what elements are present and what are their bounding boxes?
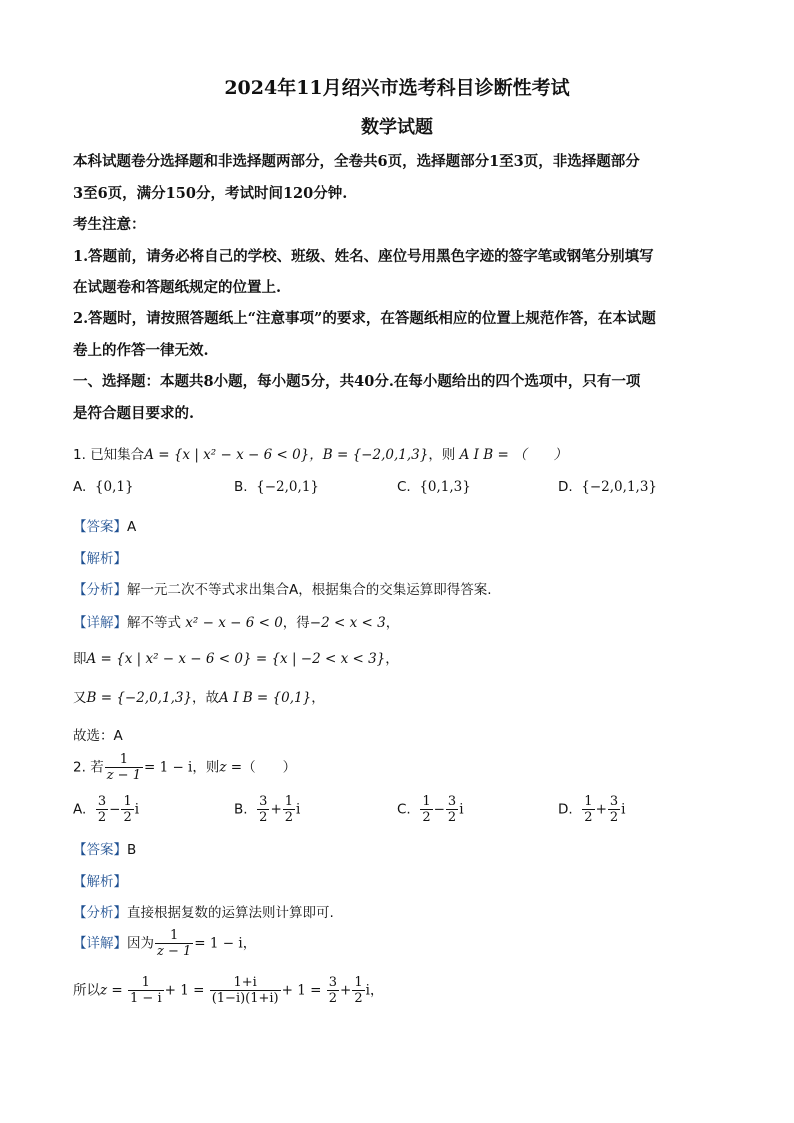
stem-ask: z = xyxy=(219,759,243,776)
intro-line-1: 本科试题卷分选择题和非选择题两部分，全卷共6页，选择题部分1至3页，非选择题部分 xyxy=(73,153,640,170)
option-label: A. xyxy=(73,479,87,495)
numerator: 3 xyxy=(259,794,268,809)
option-text: {0,1} xyxy=(94,479,134,495)
option-text: {−2,0,1,3} xyxy=(581,479,658,495)
numerator: 1 xyxy=(284,794,294,809)
q2-option-d xyxy=(558,794,625,825)
operator: + 1 = xyxy=(164,982,205,999)
denominator: 2 xyxy=(97,810,107,825)
detail-math: −2 < x < 3 xyxy=(309,615,386,631)
set-a: A = {x | x² − x − 6 < 0} xyxy=(144,447,310,463)
exam-title: 2024年11月绍兴市选考科目诊断性考试 xyxy=(224,77,570,99)
option-label: C. xyxy=(397,801,411,818)
option-text: {0,1,3} xyxy=(419,479,471,495)
fraction xyxy=(96,794,108,825)
detail-text: 又 xyxy=(73,690,87,706)
notice-1-line-1: 1.答题前，请务必将自己的学校、班级、姓名、座位号用黑色字迹的签字笔或钢笔分别填写 xyxy=(73,248,654,265)
q1-detail-3 xyxy=(73,686,325,706)
fraction xyxy=(155,928,193,959)
numerator: 3 xyxy=(328,975,338,990)
fraction xyxy=(420,794,432,825)
question-number: 2. xyxy=(73,759,86,776)
fraction xyxy=(121,794,133,825)
detail-text: ， xyxy=(385,651,399,667)
detail-tag: 【详解】 xyxy=(73,615,127,631)
q1-fenxi xyxy=(73,578,492,598)
section-1-line-1: 一、选择题：本题共8小题，每小题5分，共40分.在每小题给出的四个选项中，只有一项 xyxy=(73,373,641,390)
numerator: 1 xyxy=(155,928,193,944)
analysis-tag: 【解析】 xyxy=(73,551,127,567)
detail-text: 即 xyxy=(73,651,87,667)
denominator: 2 xyxy=(259,810,268,825)
fraction xyxy=(105,752,143,783)
fenxi-tag: 【分析】 xyxy=(73,905,127,921)
numerator: 1+i xyxy=(210,975,281,991)
fraction xyxy=(446,794,458,825)
stem-prefix: 已知集合 xyxy=(90,447,145,463)
fraction xyxy=(608,794,620,825)
q1-analysis xyxy=(73,547,127,567)
q1-option-b xyxy=(234,479,319,495)
detail-math: z = xyxy=(100,982,123,999)
option-label: B. xyxy=(234,479,248,495)
q2-detail-2 xyxy=(73,975,383,1006)
denominator: z − 1 xyxy=(106,768,141,783)
denominator: z − 1 xyxy=(157,944,192,959)
numerator: 1 xyxy=(584,794,593,809)
fraction xyxy=(327,975,339,1006)
detail-math: A = {x | x² − x − 6 < 0} = {x | −2 < x < 3} xyxy=(86,651,386,667)
stem-mid: ，则 xyxy=(192,759,220,776)
denominator: 1 − i xyxy=(130,991,162,1006)
q2-option-b xyxy=(234,794,300,825)
detail-text: 因为 xyxy=(127,935,154,952)
question-1-stem xyxy=(73,443,567,463)
q2-fenxi xyxy=(73,901,334,921)
option-text: {−2,0,1} xyxy=(256,479,319,495)
denominator: 2 xyxy=(447,810,457,825)
option-label: C. xyxy=(397,479,411,495)
operator: + xyxy=(340,982,352,999)
analysis-tag: 【解析】 xyxy=(73,874,127,890)
detail-math: = 1 − i xyxy=(194,935,243,952)
stem-prefix: 若 xyxy=(90,759,104,776)
denominator: 2 xyxy=(354,991,363,1006)
answer-value: A xyxy=(127,519,137,535)
fenxi-tag: 【分析】 xyxy=(73,582,127,598)
detail-text: ，故 xyxy=(192,690,220,706)
notice-1-line-2: 在试题卷和答题纸规定的位置上. xyxy=(73,279,282,296)
stem-suffix: ，则 xyxy=(428,447,456,463)
q2-option-c xyxy=(397,794,464,825)
operator: − xyxy=(109,801,121,818)
numerator: 1 xyxy=(128,975,164,991)
fraction xyxy=(210,975,281,1006)
operator: + 1 = xyxy=(281,982,322,999)
option-label: D. xyxy=(558,479,573,495)
detail-text: 所以 xyxy=(73,982,100,999)
answer-value: B xyxy=(127,842,137,858)
q1-option-a xyxy=(73,479,134,495)
detail-math: A I B = {0,1} xyxy=(219,690,312,706)
detail-tag: 【详解】 xyxy=(73,935,127,952)
answer-tag: 【答案】 xyxy=(73,519,127,535)
detail-text: ， xyxy=(311,690,325,706)
q2-answer xyxy=(73,838,136,858)
denominator: 2 xyxy=(123,810,132,825)
stem-eq: = 1 − i xyxy=(143,759,193,776)
section-1-line-2: 是符合题目要求的. xyxy=(73,405,195,422)
numerator: 3 xyxy=(447,794,457,809)
detail-text: ， xyxy=(385,615,400,631)
detail-text: ， xyxy=(242,935,257,952)
numerator: 1 xyxy=(422,794,431,809)
q2-analysis xyxy=(73,870,127,890)
exam-subtitle: 数学试题 xyxy=(361,117,433,138)
numerator: 3 xyxy=(97,794,107,809)
set-b: ，B = {−2,0,1,3} xyxy=(309,447,429,463)
numerator: 3 xyxy=(609,794,619,809)
fraction xyxy=(128,975,164,1006)
operator: − xyxy=(433,801,445,818)
operator: + xyxy=(270,801,282,818)
notice-2-line-1: 2.答题时，请按照答题纸上“注意事项”的要求，在答题纸相应的位置上规范作答，在本试题 xyxy=(73,310,656,327)
detail-math: B = {−2,0,1,3} xyxy=(86,690,193,706)
denominator: 2 xyxy=(584,810,593,825)
denominator: (1−i)(1+i) xyxy=(211,991,279,1006)
q1-option-c xyxy=(397,479,471,495)
notice-2-line-2: 卷上的作答一律无效. xyxy=(73,342,209,359)
imaginary-unit: i xyxy=(134,801,140,818)
option-label: D. xyxy=(558,801,573,818)
denominator: 2 xyxy=(328,991,338,1006)
stem-paren: （ ） xyxy=(242,759,297,776)
fraction xyxy=(352,975,364,1006)
detail-text: 解不等式 xyxy=(127,615,181,631)
denominator: 2 xyxy=(422,810,431,825)
detail-text: ，得 xyxy=(282,615,310,631)
q1-choose: 故选：A xyxy=(73,728,123,744)
q1-detail-2 xyxy=(73,647,399,667)
q2-detail-1 xyxy=(73,928,256,959)
operator: + xyxy=(595,801,607,818)
notice-title: 考生注意： xyxy=(73,216,146,233)
option-label: B. xyxy=(234,801,248,818)
numerator: 1 xyxy=(105,752,143,768)
q1-detail-1 xyxy=(73,611,399,631)
question-ask: A I B = （ ） xyxy=(459,447,568,463)
fraction xyxy=(257,794,269,825)
imaginary-unit: i xyxy=(296,801,301,818)
detail-math: x² − x − 6 < 0 xyxy=(185,615,283,631)
fenxi-text: 解一元二次不等式求出集合A，根据集合的交集运算即得答案. xyxy=(127,582,492,598)
fraction xyxy=(283,794,295,825)
fenxi-text: 直接根据复数的运算法则计算即可. xyxy=(127,905,334,921)
imaginary-unit: i xyxy=(621,801,626,818)
denominator: 2 xyxy=(284,810,294,825)
q2-option-a xyxy=(73,794,139,825)
numerator: 1 xyxy=(354,975,363,990)
question-2-stem xyxy=(73,752,296,783)
q1-option-d xyxy=(558,479,657,495)
q1-answer xyxy=(73,515,136,535)
intro-line-2: 3至6页，满分150分，考试时间120分钟. xyxy=(73,185,348,202)
denominator: 2 xyxy=(609,810,619,825)
detail-text: ， xyxy=(369,982,384,999)
fraction xyxy=(582,794,594,825)
question-number: 1. xyxy=(73,447,86,463)
option-label: A. xyxy=(73,801,87,818)
imaginary-unit: i xyxy=(365,982,370,999)
imaginary-unit: i xyxy=(459,801,464,818)
answer-tag: 【答案】 xyxy=(73,842,127,858)
numerator: 1 xyxy=(123,794,132,809)
